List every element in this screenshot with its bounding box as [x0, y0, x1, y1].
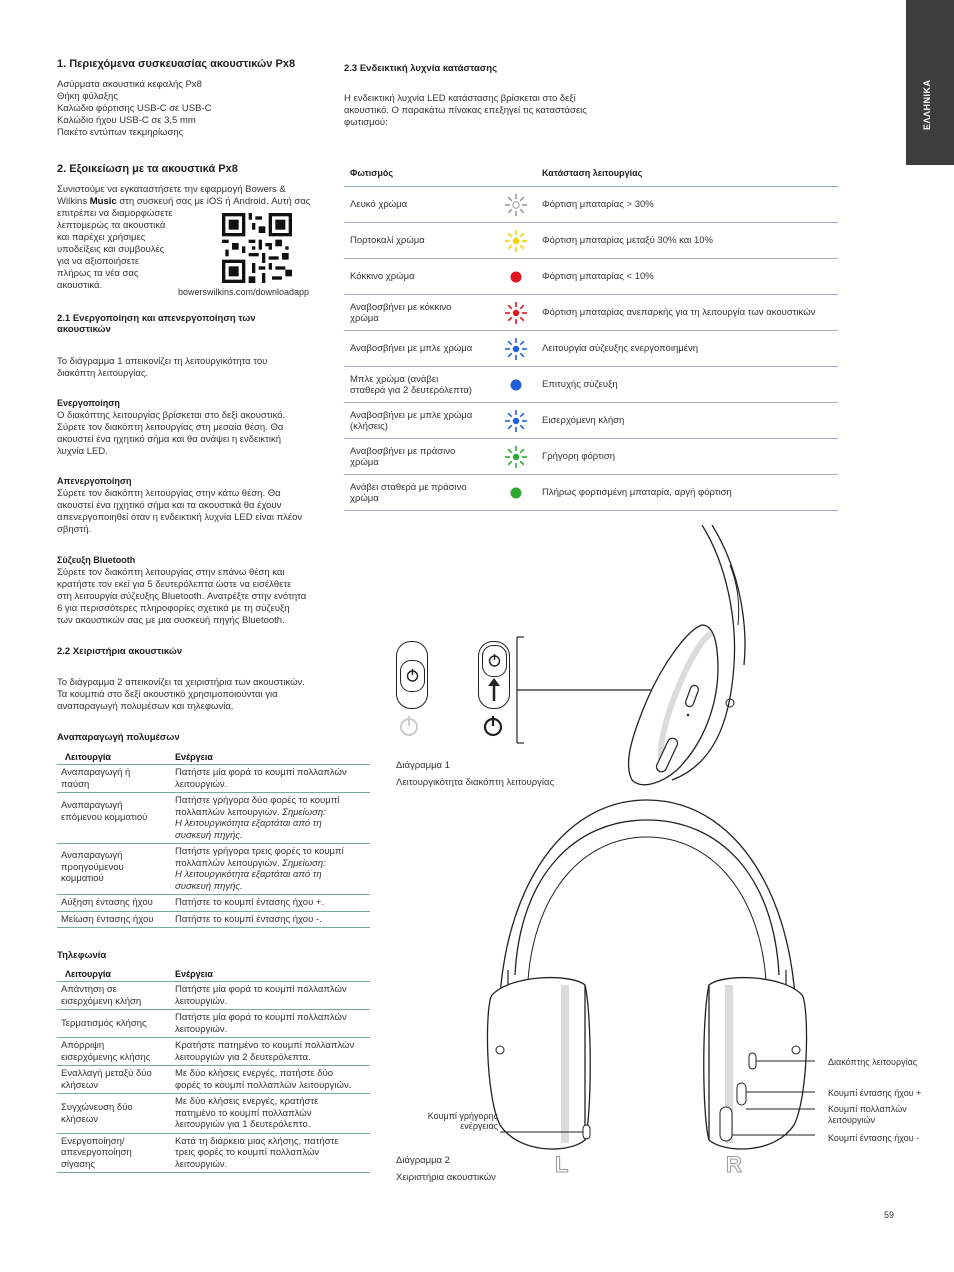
table-row	[57, 765, 370, 793]
status-cell: Φόρτιση μπαταρίας μεταξύ 30% και 10%	[542, 235, 713, 246]
cell-line: λειτουργιών.	[175, 1023, 228, 1035]
section2-title: 2. Εξοικείωση με τα ακουστικά Px8	[57, 163, 238, 175]
cell-line: σταθερά για 2 δευτερόλεπτα)	[350, 384, 472, 396]
paragraph-line	[57, 196, 310, 208]
paragraph-line: στη λειτουργία σύζευξης Bluetooth. Ανατρέξτε στην ενότητα	[57, 591, 307, 602]
cell-line: Αναβοσβήνει με μπλε χρώμα	[350, 343, 473, 354]
cell-line: λειτουργιών.	[175, 778, 228, 790]
table-row	[344, 367, 838, 403]
light-cell	[344, 343, 498, 354]
status-cell: Φόρτιση μπαταρίας > 30%	[542, 199, 654, 210]
power-switch-label: Διακόπτης λειτουργίας	[828, 1057, 918, 1067]
light-cell	[344, 235, 498, 246]
cell-line: Λευκό χρώμα	[350, 199, 408, 210]
led-solid-icon	[502, 371, 530, 399]
table-row	[344, 475, 838, 511]
cell-line: Συγχώνευση δύο	[61, 1102, 133, 1113]
paragraph-line: διακόπτη λειτουργίας.	[57, 368, 149, 379]
note-text: Σημείωση:	[282, 857, 326, 869]
section21-intro	[57, 356, 267, 380]
paragraph-line: λεπτομερώς τα ακουστικά	[57, 220, 166, 231]
cell-line: Αναβοσβήνει με πράσινο	[350, 445, 456, 457]
label-line: Κουμπί γρήγορης	[427, 1111, 498, 1121]
cell-line: Πατήστε γρήγορα τρεις φορές το κουμπί	[175, 846, 344, 857]
note-text: συσκευή πηγής.	[175, 829, 243, 841]
table-row	[344, 295, 838, 331]
cell-line: εισερχόμενη κλήση	[61, 995, 142, 1007]
light-cell	[344, 374, 498, 396]
led-blink-icon	[502, 191, 530, 219]
cell-line: προηγούμενου	[61, 861, 124, 873]
cell-line: Αναπαραγωγή	[61, 800, 123, 811]
paragraph-line: Τα κουμπιά στο δεξί ακουστικό χρησιμοποιούνται για	[57, 689, 278, 700]
cell-line: παύση	[61, 778, 90, 790]
section1-title: 1. Περιεχόμενα συσκευασίας ακουστικών Px8	[57, 58, 296, 70]
cell-line: Μείωση έντασης ήχου	[61, 913, 154, 925]
cell-line: Πατήστε γρήγορα δύο φορές το κουμπί	[175, 795, 340, 806]
table-row	[57, 895, 370, 912]
light-cell	[344, 302, 498, 324]
light-cell	[344, 482, 498, 504]
power-on-icon	[480, 713, 506, 739]
cell-line: Αναβοσβήνει με κόκκινο	[350, 301, 452, 313]
cell-line: κομματιού	[61, 873, 104, 884]
media-table	[57, 749, 370, 928]
paragraph-line: 6 για περισσότερες πληροφορίες σχετικά με τη σύζευξη	[57, 603, 290, 614]
section23-title: 2.3 Ενδεικτική λυχνία κατάστασης	[344, 63, 498, 74]
power-off-text	[57, 488, 302, 536]
cell-line: Αναπαραγωγή ή	[61, 767, 131, 778]
left-ear-label: L	[555, 1152, 569, 1177]
cell-line: Πορτοκαλί χρώμα	[350, 235, 425, 246]
cell-line: λειτουργιών για 2 δευτερόλεπτα.	[175, 1051, 311, 1063]
switch-slider	[400, 660, 425, 692]
power-on-title: Ενεργοποίηση	[57, 398, 120, 408]
title-line: 2.1 Ενεργοποίηση και απενεργοποίηση των	[57, 313, 256, 324]
package-contents-list	[57, 79, 212, 139]
cell-line: Πατήστε μία φορά το κουμπί πολλαπλών	[175, 984, 347, 995]
led-blink-icon	[502, 443, 530, 471]
paragraph-line: επιτρέπει να διαμορφώσετε	[57, 208, 173, 219]
paragraph-line: ακουστεί ένα ηχητικό σήμα και τα ακουστικά θα έχουν	[57, 500, 282, 511]
table-header	[57, 749, 370, 765]
title-line: ακουστικών	[57, 324, 111, 335]
figure2-caption: Διάγραμμα 2	[396, 1155, 450, 1166]
headphone-front-diagram	[480, 795, 815, 1165]
cell-line: λειτουργιών.	[175, 995, 228, 1007]
paragraph-line: των ακουστικών σας με μια συσκευή πηγής Bluetooth.	[57, 615, 285, 626]
cell-line: Πατήστε μία φορά το κουμπί πολλαπλών	[175, 767, 347, 778]
power-off-title: Απενεργοποίηση	[57, 476, 132, 486]
cell-line: Κρατήστε πατημένο το κουμπί πολλαπλών	[175, 1040, 355, 1051]
table-header	[344, 160, 838, 187]
cell-line: χρώμα	[350, 492, 379, 504]
column-header: Λειτουργία	[65, 969, 111, 979]
table-row	[344, 187, 838, 223]
status-cell: Εισερχόμενη κλήση	[542, 415, 625, 426]
cell-line: Αύξηση έντασης ήχου	[61, 897, 153, 908]
status-cell: Γρήγορη φόρτιση	[542, 451, 616, 462]
cell-text: πολλαπλών λειτουργιών.	[175, 806, 280, 818]
paragraph-line: ακουστικά.	[57, 280, 103, 291]
cell-line: τρεις φορές το κουμπί πολλαπλών	[175, 1147, 320, 1158]
status-cell: Φόρτιση μπαταρίας < 10%	[542, 271, 654, 282]
paragraph-line: Ο διακόπτης λειτουργίας βρίσκεται στο δεξί ακουστικό.	[57, 410, 286, 421]
column-header: Ενέργεια	[175, 969, 213, 979]
table-row	[57, 844, 370, 895]
led-blink-icon	[502, 299, 530, 327]
multifunction-label	[828, 1104, 907, 1126]
section22-intro	[57, 677, 305, 713]
table-row	[57, 1094, 370, 1134]
paragraph-line: Σύρετε τον διακόπτη λειτουργίας στη μεσαία θέση. Θα	[57, 422, 284, 433]
cell-line: Μπλε χρώμα (ανάβει	[350, 373, 439, 385]
cell-line: Εναλλαγή μεταξύ δύο	[61, 1068, 152, 1079]
qr-url: bowerswilkins.com/downloadapp	[178, 287, 310, 297]
paragraph-line: πλήρως τα νέα σας	[57, 268, 139, 279]
list-item: Θήκη φύλαξης	[57, 91, 118, 102]
cell-line: Πατήστε το κουμπί έντασης ήχου -.	[175, 913, 322, 925]
switch-middle-position	[396, 641, 428, 709]
cell-text: πολλαπλών λειτουργιών.	[175, 857, 280, 869]
power-icon	[401, 661, 424, 691]
status-cell: Λειτουργία σύζευξης ενεργοποιημένη	[542, 343, 698, 354]
paragraph-line: Η ενδεικτική λυχνία LED κατάστασης βρίσκεται στο δεξί	[344, 93, 576, 104]
cell-line: απενεργοποίηση	[61, 1147, 132, 1158]
note-text: συσκευή πηγής.	[175, 880, 243, 892]
list-item: Καλώδιο φόρτισης USB-C σε USB-C	[57, 103, 212, 114]
cell-line: φορές το κουμπί πολλαπλών λειτουργιών.	[175, 1079, 352, 1091]
note-text: Η λειτουργικότητα εξαρτάται από τη	[175, 818, 322, 829]
label-line: λειτουργιών	[828, 1115, 876, 1125]
volume-down-label: Κουμπί έντασης ήχου -	[828, 1133, 920, 1143]
media-title: Αναπαραγωγή πολυμέσων	[57, 732, 180, 743]
cell-line: Πατήστε το κουμπί έντασης ήχου +.	[175, 897, 325, 908]
page-number: 59	[884, 1210, 895, 1220]
figure1-caption: Διάγραμμα 1	[396, 760, 450, 771]
label-line: ενέργειας	[460, 1121, 498, 1131]
label-line: Κουμπί πολλαπλών	[828, 1104, 907, 1114]
cell-line: Με δύο κλήσεις ενεργές, κρατήστε	[175, 1096, 319, 1107]
qr-code-icon	[222, 213, 292, 283]
app-name: Music	[89, 196, 117, 207]
section22-title: 2.2 Χειριστήρια ακουστικών	[57, 646, 183, 657]
figure2-subcaption: Χειριστήρια ακουστικών	[396, 1172, 496, 1183]
led-solid-icon	[502, 479, 530, 507]
list-item: Καλώδιο ήχου USB-C σε 3,5 mm	[57, 115, 196, 126]
cell-line: (κλήσεις)	[350, 420, 388, 432]
note-text: Η λειτουργικότητα εξαρτάται από τη	[175, 869, 322, 880]
paragraph-line: Σύρετε τον διακόπτη λειτουργίας στην κάτω θέση. Θα	[57, 488, 281, 499]
cell-line: Απάντηση σε	[61, 984, 117, 995]
cell-line: Τερματισμός κλήσης	[61, 1018, 147, 1029]
cell-line: Πατήστε μία φορά το κουμπί πολλαπλών	[175, 1012, 347, 1023]
table-row	[344, 439, 838, 475]
cell-line: Με δύο κλήσεις ενεργές, πατήστε δύο	[175, 1068, 334, 1079]
status-cell: Φόρτιση μπαταρίας ανεπαρκής για τη λειτουργία των ακουστικών	[542, 307, 816, 318]
text: Wilkins	[57, 196, 90, 207]
quick-action-label	[398, 1111, 498, 1131]
list-item: Ασύρματα ακουστικά κεφαλής Px8	[57, 79, 202, 90]
section23-intro	[344, 93, 587, 129]
table-row	[57, 912, 370, 929]
cell-line: Κατά τη διάρκεια μιας κλήσης, πατήστε	[175, 1135, 339, 1147]
paragraph-line: αναπαραγωγή πολυμέσων και τηλεφωνία.	[57, 701, 234, 712]
telephony-title: Τηλεφωνία	[57, 950, 107, 961]
status-cell: Επιτυχής σύζευξη	[542, 379, 618, 390]
led-solid-icon	[502, 263, 530, 291]
volume-up-label: Κουμπί έντασης ήχου +	[828, 1088, 922, 1098]
language-tab-label: ΕΛΛΗΝΙΚΑ	[922, 79, 932, 130]
cell-line: λειτουργιών.	[175, 1158, 228, 1170]
table-row	[57, 982, 370, 1010]
column-header: Ενέργεια	[175, 752, 213, 762]
table-row	[57, 1010, 370, 1038]
language-tab	[906, 0, 954, 165]
paragraph-line: για να αξιοποιήσετε	[57, 256, 140, 267]
light-cell	[344, 271, 498, 282]
bluetooth-pairing-text	[57, 567, 306, 627]
cell-line: Αναβοσβήνει με μπλε χρώμα	[350, 409, 473, 421]
cell-line: επόμενου κομματιού	[61, 811, 148, 823]
paragraph-line: φωτισμού:	[344, 117, 388, 128]
paragraph-line: Το διάγραμμα 1 απεικονίζει τη λειτουργικότητα του	[57, 356, 268, 367]
cell-line: Απόρριψη	[61, 1040, 105, 1051]
table-row	[57, 1134, 370, 1174]
cell-line: Κόκκινο χρώμα	[350, 271, 415, 282]
column-header: Λειτουργία	[65, 752, 111, 762]
paragraph-line: και παρέχει χρήσιμες	[57, 232, 146, 243]
note-text: Σημείωση:	[282, 806, 326, 818]
section21-title	[57, 313, 256, 335]
cell-line: σίγασης	[61, 1158, 95, 1170]
cell-line: πατημένο το κουμπί πολλαπλών	[175, 1107, 312, 1119]
text: στη συσκευή σας με iOS ή Android. Αυτή σας	[119, 196, 311, 207]
bluetooth-pairing-title: Σύζευξη Bluetooth	[57, 555, 136, 565]
paragraph-line: ακουστεί ένα ηχητικό σήμα και θα ανάψει η ενδεικτική	[57, 434, 282, 445]
cell-line: χρώμα	[350, 456, 379, 468]
table-row	[344, 331, 838, 367]
power-off-icon	[396, 713, 422, 739]
right-ear-label: R	[726, 1152, 742, 1177]
led-blink-icon	[502, 407, 530, 435]
list-item: Πακέτο εντύπων τεκμηρίωσης	[57, 127, 184, 138]
led-blink-icon	[502, 227, 530, 255]
column-header: Φωτισμός	[350, 168, 394, 178]
paragraph-line: απενεργοποιηθεί όταν η ενδεικτική λυχνία LED είναι πλέον	[57, 512, 303, 523]
cell-line: Αναπαραγωγή	[61, 850, 123, 861]
power-on-text	[57, 410, 285, 458]
table-row	[57, 793, 370, 844]
paragraph-line: ακουστικό. Ο παρακάτω πίνακας επεξηγεί τις καταστάσεις	[344, 105, 587, 116]
cell-line: Ενεργοποίηση/	[61, 1135, 125, 1147]
table-row	[344, 223, 838, 259]
cell-line: λειτουργιών για 1 δευτερόλεπτο.	[175, 1119, 311, 1130]
switch-slider	[482, 645, 507, 677]
light-cell	[344, 410, 498, 432]
table-header	[57, 966, 370, 982]
cell-line: κλήσεων	[61, 1113, 99, 1125]
led-blink-icon	[502, 335, 530, 363]
table-row	[344, 403, 838, 439]
paragraph-line: Το διάγραμμα 2 απεικονίζει τα χειριστήρια των ακουστικών.	[57, 677, 305, 688]
light-cell	[344, 446, 498, 468]
cell-line: κλήσεων	[61, 1079, 99, 1091]
arrow-up-icon	[486, 677, 502, 703]
cell-line: εισερχόμενης κλήσης	[61, 1051, 151, 1063]
table-row	[344, 259, 838, 295]
paragraph-line: Συνιστούμε να εγκαταστήσετε την εφαρμογή Bowers &	[57, 184, 286, 195]
light-cell	[344, 199, 498, 210]
telephony-table	[57, 966, 370, 1173]
power-icon	[483, 646, 506, 676]
paragraph-line: σβηστή.	[57, 524, 92, 535]
figure1-subcaption: Λειτουργικότητα διακόπτη λειτουργίας	[396, 777, 555, 788]
headphone-side-diagram	[512, 525, 752, 790]
paragraph-line: Σύρετε τον διακόπτη λειτουργίας στην επάνω θέση και	[57, 567, 285, 578]
paragraph-line: υποδείξεις και συμβουλές	[57, 244, 165, 255]
cell-line: χρώμα	[350, 312, 379, 324]
paragraph-line: λυχνία LED.	[57, 446, 108, 457]
cell-line: Ανάβει σταθερά με πράσινο	[350, 481, 467, 493]
switch-top-position	[478, 641, 510, 709]
column-header: Κατάσταση λειτουργίας	[542, 168, 643, 178]
led-status-table	[344, 160, 838, 511]
status-cell: Πλήρως φορτισμένη μπαταρία, αργή φόρτιση	[542, 487, 732, 498]
paragraph-line: κρατήστε τον εκεί για 5 δευτερόλεπτα ώστε να εισέλθετε	[57, 579, 292, 590]
table-row	[57, 1066, 370, 1094]
table-row	[57, 1038, 370, 1066]
